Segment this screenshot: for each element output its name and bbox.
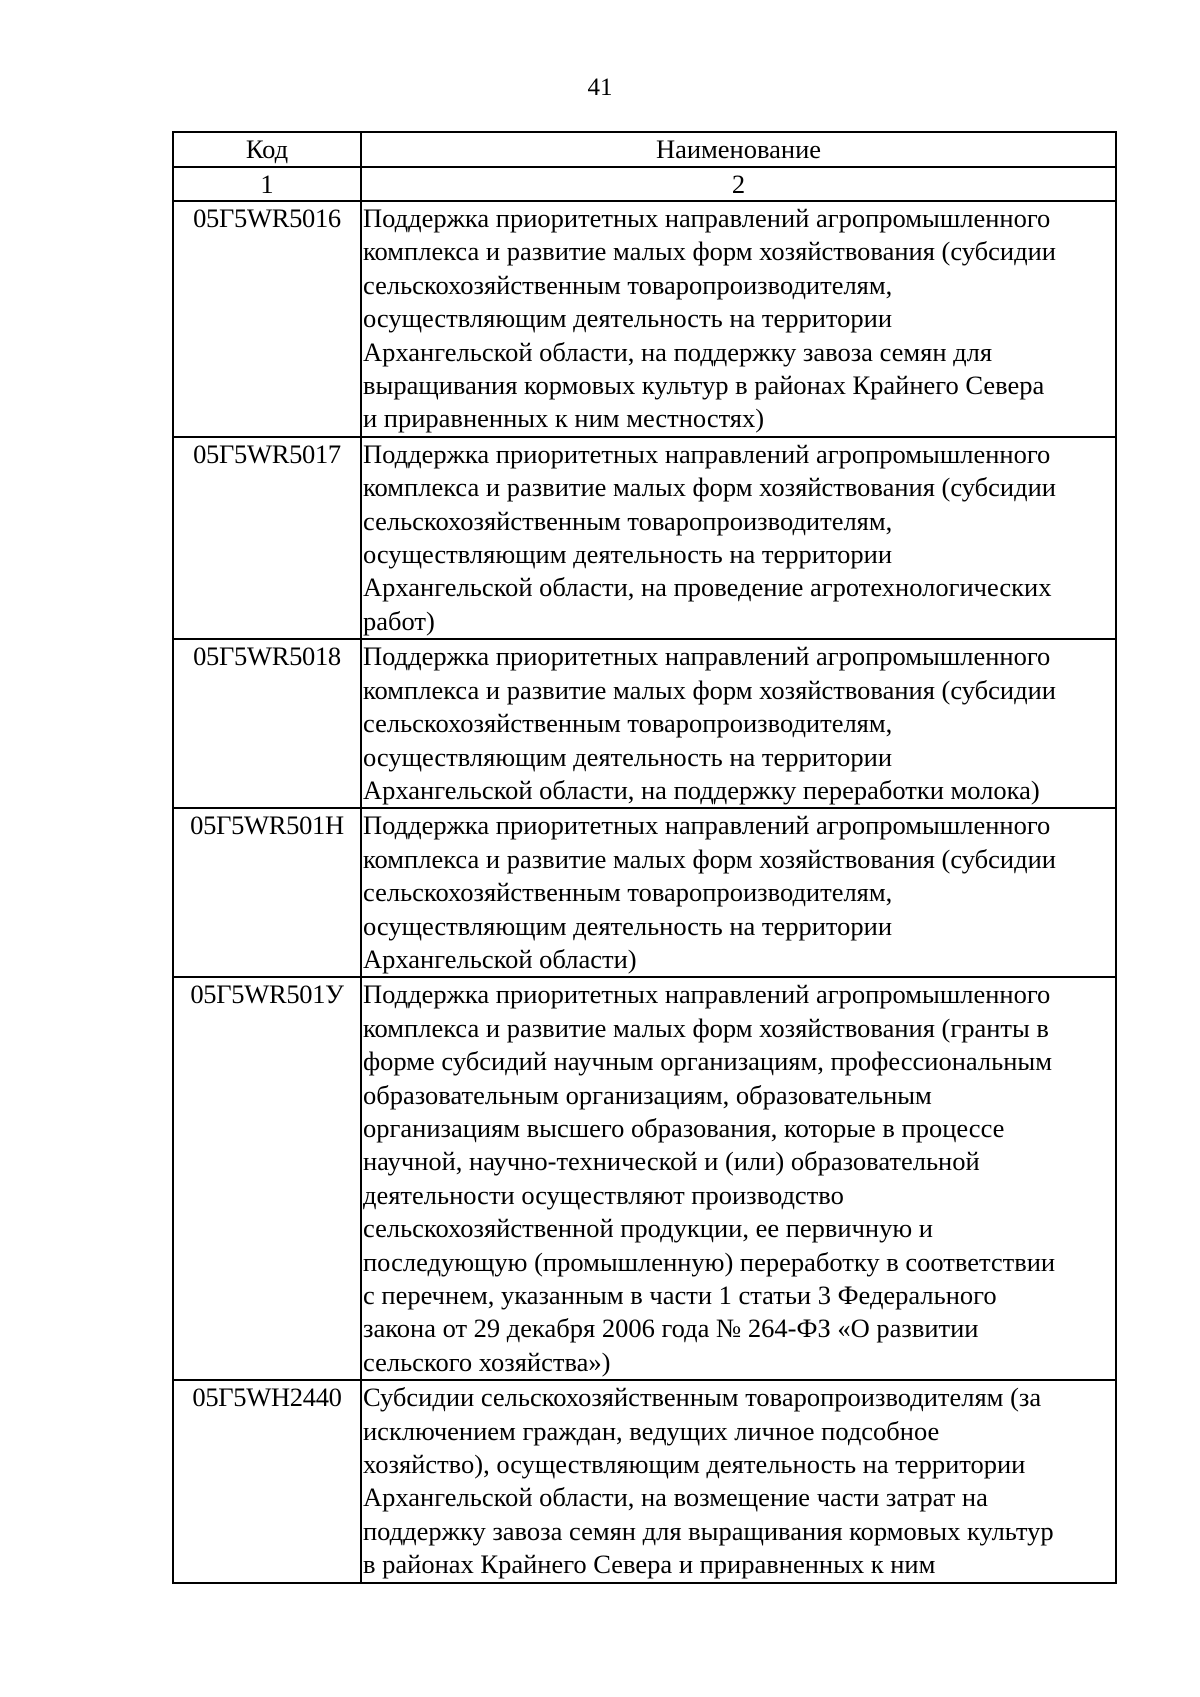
table-header-row (173, 132, 1116, 167)
table-row (173, 639, 1116, 808)
page-number: 41 (587, 74, 613, 101)
header-code: Код (173, 132, 361, 167)
table-row (173, 977, 1116, 1380)
header-name: Наименование (361, 132, 1116, 167)
row-code: 05Г5WR501У (173, 977, 361, 1380)
row-name: Поддержка приоритетных направлений агропромышленного комплекса и развитие малых форм хозяйствования (субсидии сельскохозяйственным товаропроизводителям, осуществляющим деятельность на территории Архангельской области, на поддержку переработки молока) (361, 639, 1116, 808)
row-code: 05Г5WR5017 (173, 437, 361, 639)
row-name: Субсидии сельскохозяйственным товаропроизводителям (за исключением граждан, ведущих личное подсобное хозяйство), осуществляющим деятельность на территории Архангельской области, на возмещение части затрат на поддержку завоза семян для выращивания кормовых культур в районах Крайнего Севера и приравненных к ним (361, 1380, 1116, 1582)
table-row (173, 1380, 1116, 1582)
row-name: Поддержка приоритетных направлений агропромышленного комплекса и развитие малых форм хозяйствования (субсидии сельскохозяйственным товаропроизводителям, осуществляющим деятельность на территории Архангельской области, на поддержку завоза семян для выращивания кормовых культур в районах Крайнего Севера и приравненных к ним местностях) (361, 201, 1116, 437)
row-code: 05Г5WH2440 (173, 1380, 361, 1582)
column-index-code: 1 (173, 167, 361, 201)
column-index-name: 2 (361, 167, 1116, 201)
row-name: Поддержка приоритетных направлений агропромышленного комплекса и развитие малых форм хозяйствования (субсидии сельскохозяйственным товаропроизводителям, осуществляющим деятельность на территории Архангельской области) (361, 808, 1116, 977)
column-index-row (173, 167, 1116, 201)
row-code: 05Г5WR5016 (173, 201, 361, 437)
row-code: 05Г5WR501Н (173, 808, 361, 977)
row-name: Поддержка приоритетных направлений агропромышленного комплекса и развитие малых форм хозяйствования (субсидии сельскохозяйственным товаропроизводителям, осуществляющим деятельность на территории Архангельской области, на проведение агротехнологических работ) (361, 437, 1116, 639)
table-row (173, 808, 1116, 977)
table-row (173, 437, 1116, 639)
row-name: Поддержка приоритетных направлений агропромышленного комплекса и развитие малых форм хозяйствования (гранты в форме субсидий научным организациям, профессиональным образовательным организациям, образовательным организациям высшего образования, которые в процессе научной, научно-технической и (или) образовательной деятельности осуществляют производство сельскохозяйственной продукции, ее первичную и последующую (промышленную) переработку в соответствии с перечнем, указанным в части 1 статьи 3 Федерального закона от 29 декабря 2006 года № 264-ФЗ «О развитии сельского хозяйства») (361, 977, 1116, 1380)
row-code: 05Г5WR5018 (173, 639, 361, 808)
budget-classification-table (172, 131, 1117, 1584)
table-row (173, 201, 1116, 437)
